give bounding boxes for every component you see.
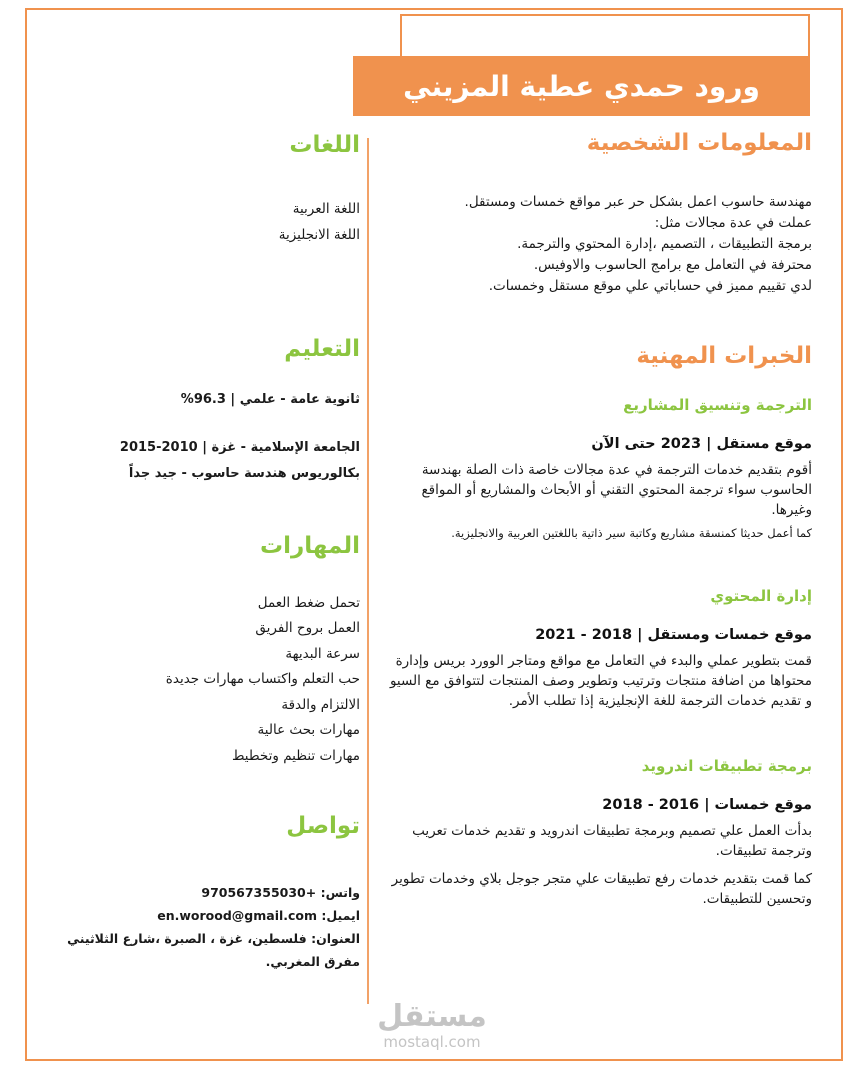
skill-item: مهارات تنظيم وتخطيط: [231, 747, 360, 764]
education-item: بكالوريوس هندسة حاسوب - جيد جداً: [128, 466, 360, 482]
job-period: موقع خمسات ومستقل | 2018 - 2021: [535, 627, 812, 644]
education-group: [60, 435, 360, 487]
main-column: [386, 130, 812, 909]
skill-item: سرعة البديهة: [285, 645, 360, 662]
side-column: [60, 132, 360, 973]
education-item: الجامعة الإسلامية - غزة | 2010-2015: [119, 440, 360, 456]
contact-email: ايميل: en.worood@gmail.com: [157, 907, 360, 923]
job-entry-android-development: [386, 757, 812, 909]
section-title-education: التعليم: [284, 335, 360, 362]
education-section: [60, 336, 360, 488]
section-title-skills: المهارات: [260, 533, 360, 560]
section-title-contact: تواصل: [286, 813, 360, 840]
job-description: كما أعمل حديثا كمنسقة مشاريع وكاتبة سير ذاتية باللغتين العربية والانجليزية.: [451, 526, 812, 541]
personal-info-section: [386, 130, 812, 297]
section-title-experience: الخبرات المهنية: [636, 342, 812, 369]
job-period: موقع خمسات | 2016 - 2018: [602, 797, 812, 814]
skill-item: العمل بروح الفريق: [255, 620, 360, 637]
skill-item: الالتزام والدقة: [281, 696, 360, 713]
watermark-arabic-text: مستقل: [377, 999, 487, 1034]
header-name-box: [353, 56, 810, 116]
skill-item: تحمل ضغط العمل: [257, 594, 360, 611]
personal-info-line: محترفة في التعامل مع برامج الحاسوب والاوفيس.: [533, 256, 812, 273]
job-description: قمت بتطوير عملي والبدء في التعامل مع مواقع ومتاجر الوورد بريس وإدارة محتواها من اضافة منتجات وترتيب وتطوير وصف المنتجات لتتوافق مع السيو و تقديم خدمات الترجمة للغة الإنجليزية إذا تطلب الأمر.: [389, 653, 812, 710]
person-name: ورود حمدي عطية المزيني: [403, 69, 760, 103]
languages-list: [60, 196, 360, 248]
column-divider: [367, 138, 369, 1004]
language-item: اللغة العربية: [292, 200, 360, 217]
job-role: الترجمة وتنسيق المشاريع: [623, 396, 812, 415]
job-role: إدارة المحتوي: [710, 587, 812, 606]
personal-info-text: [386, 192, 812, 297]
watermark-site-url: mostaql.com: [383, 1033, 481, 1051]
watermark: [0, 1000, 864, 1051]
skills-list: [60, 591, 360, 770]
contact-section: [60, 813, 360, 973]
contact-whatsapp: واتس: +970567355030: [201, 884, 360, 900]
job-description: كما قمت بتقديم خدمات رفع تطبيقات علي متجر جوجل بلاي وخدمات تطوير وتحسين للتطبيقات.: [391, 871, 812, 908]
personal-info-line: لدي تقييم مميز في حساباتي علي موقع مستقل وخمسات.: [488, 277, 812, 294]
job-period: موقع مستقل | 2023 حتى الآن: [591, 436, 812, 453]
job-entry-content-management: [386, 587, 812, 711]
experience-section: [386, 343, 812, 910]
languages-section: [60, 132, 360, 248]
section-title-languages: اللغات: [289, 132, 360, 158]
education-item: ثانوية عامة - علمي | 96.3%: [180, 392, 360, 408]
contact-list: [60, 881, 360, 973]
personal-info-line: برمجة التطبيقات ، التصميم ،إدارة المحتوي والترجمة.: [517, 235, 812, 252]
job-entry-translation: [386, 396, 812, 541]
job-description: أقوم بتقديم خدمات الترجمة في عدة مجالات خاصة ذات الصلة بهندسة الحاسوب سواء ترجمة المحتوي التقني أو الأبحاث والمشاريع أو المواقع وغيرها.: [421, 462, 812, 519]
skill-item: مهارات بحث عالية: [257, 722, 360, 739]
contact-address: العنوان: فلسطين، غزة ، الصبرة ،شارع الثلاثيني مفرق المغربي.: [67, 930, 360, 969]
language-item: اللغة الانجليزية: [278, 226, 360, 243]
skills-section: [60, 533, 360, 769]
job-role: برمجة تطبيقات اندرويد: [641, 757, 812, 776]
section-title-personal-info: المعلومات الشخصية: [586, 130, 812, 156]
job-description: بدأت العمل علي تصميم وبرمجة تطبيقات اندرويد و تقديم خدمات تعريب وترجمة تطبيقات.: [412, 823, 812, 860]
skill-item: حب التعلم واكتساب مهارات جديدة: [165, 671, 360, 688]
personal-info-line: مهندسة حاسوب اعمل بشكل حر عبر مواقع خمسات ومستقل.: [464, 193, 812, 210]
personal-info-line: عملت في عدة مجالات مثل:: [654, 214, 812, 231]
